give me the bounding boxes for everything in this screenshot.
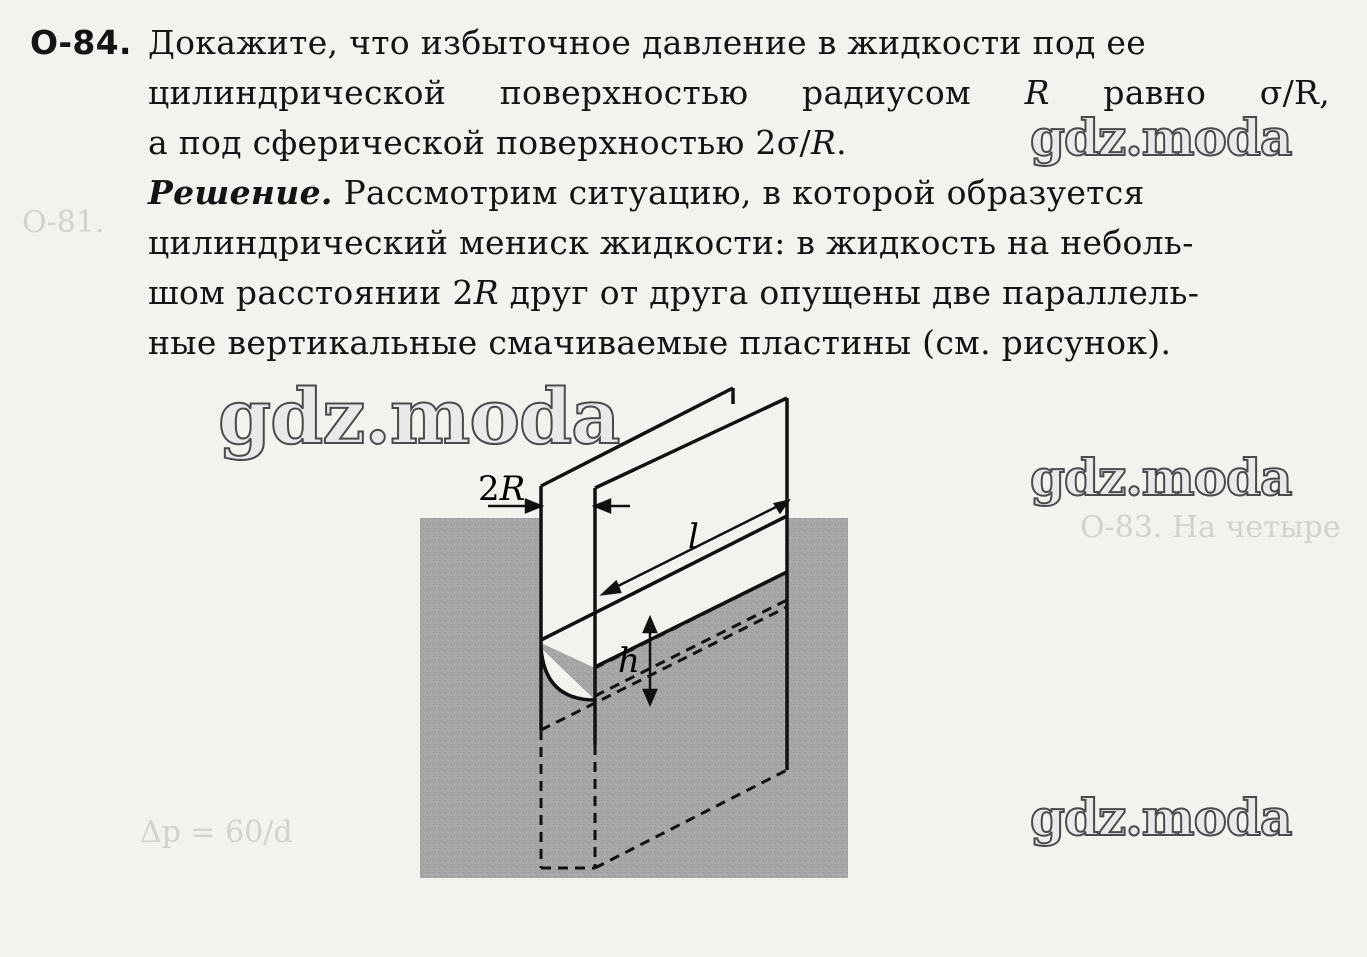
problem-statement-3: а под сферической поверхностью 2σ/ bbox=[148, 123, 811, 162]
problem-statement-1: Докажите, что избыточное давление в жидкости под ее bbox=[148, 23, 1147, 62]
variable-r: R bbox=[473, 273, 499, 312]
bleed-text: О-81. bbox=[22, 205, 105, 240]
word: поверхностью bbox=[499, 73, 749, 112]
watermark-logo: gdz.moda bbox=[1030, 108, 1292, 167]
variable-r: R bbox=[1024, 73, 1050, 112]
problem-number: О-84. bbox=[30, 23, 132, 62]
variable-r: R bbox=[810, 123, 837, 162]
word: равно bbox=[1103, 73, 1207, 112]
bleed-text: Δp = 60/d bbox=[140, 815, 293, 850]
word: радиусом bbox=[802, 73, 971, 112]
label-l: l bbox=[688, 517, 699, 557]
solution-text-1: Рассмотрим ситуацию, в которой образуется bbox=[343, 173, 1145, 212]
solution-text-2: цилиндрический мениск жидкости: в жидкость на неболь- bbox=[148, 223, 1194, 262]
solution-text-4: ные вертикальные смачиваемые пластины (см. рисунок). bbox=[148, 323, 1172, 362]
bleed-text: О-83. На четыре bbox=[1080, 510, 1341, 545]
label-h: h bbox=[618, 641, 640, 681]
watermark-logo: gdz.moda bbox=[218, 372, 620, 461]
watermark-logo: gdz.moda bbox=[1030, 788, 1292, 847]
formula-sigma-r: σ/R, bbox=[1259, 73, 1330, 112]
solution-label: Решение. bbox=[148, 173, 333, 212]
solution-text-3a: шом расстоянии 2 bbox=[148, 273, 474, 312]
watermark-logo: gdz.moda bbox=[1030, 448, 1292, 507]
label-2r: 2R bbox=[478, 469, 526, 509]
word: цилиндрической bbox=[148, 73, 447, 112]
punctuation: . bbox=[836, 123, 847, 162]
solution-text-3b: друг от друга опущены две параллель- bbox=[498, 273, 1200, 312]
